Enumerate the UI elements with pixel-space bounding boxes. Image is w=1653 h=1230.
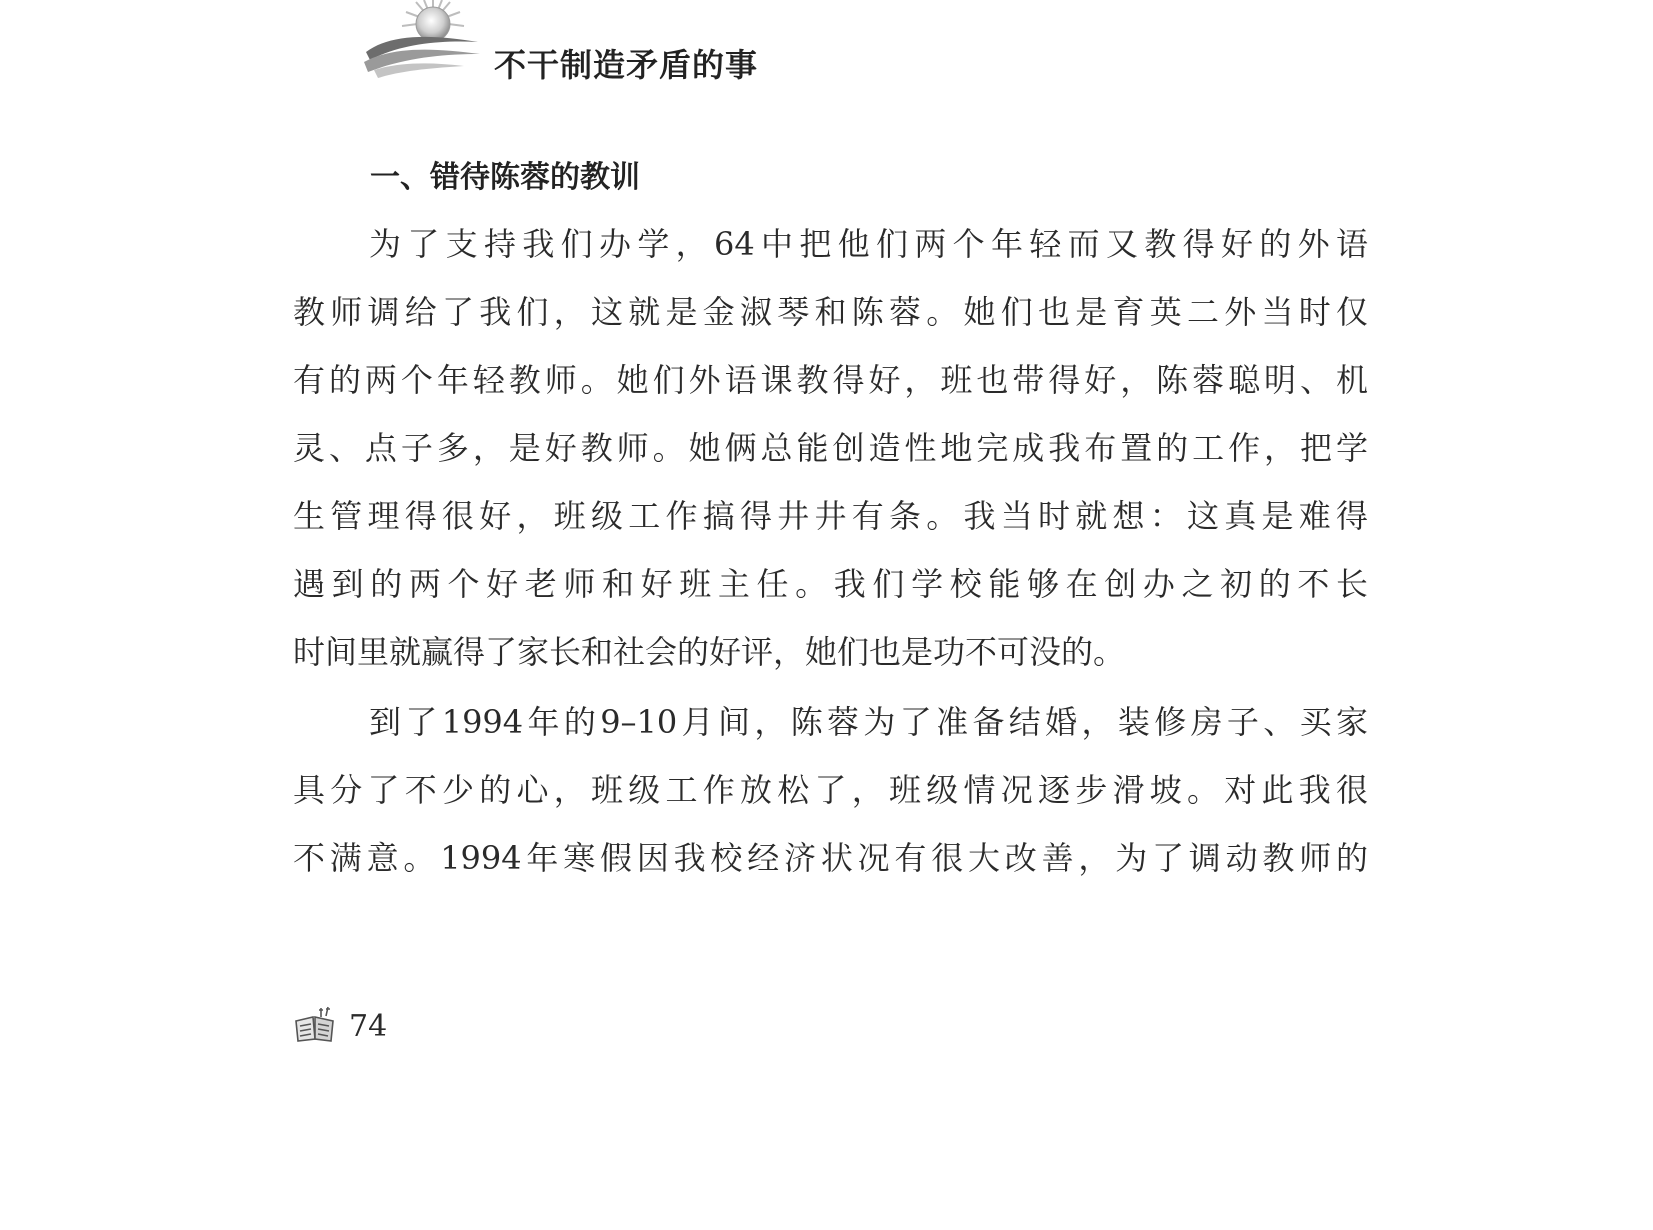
paragraph-line: 生管理得很好，班级工作搞得井井有条。我当时就想：这真是难得 xyxy=(293,497,1368,535)
page-number: 74 xyxy=(349,1009,388,1044)
section-heading: 一、错待陈蓉的教训 xyxy=(370,160,640,195)
paragraph-line: 不满意。1994年寒假因我校经济状况有很大改善，为了调动教师的 xyxy=(293,839,1368,877)
page-footer xyxy=(293,1005,453,1045)
page-header xyxy=(360,0,880,100)
sun-wave-logo-icon xyxy=(360,0,490,90)
paragraph-line: 具分了不少的心，班级工作放松了，班级情况逐步滑坡。对此我很 xyxy=(293,771,1368,809)
paragraph-line: 遇到的两个好老师和好班主任。我们学校能够在创办之初的不长 xyxy=(293,565,1368,603)
page-header-title: 不干制造矛盾的事 xyxy=(494,46,759,84)
paragraph-line: 灵、点子多，是好教师。她俩总能创造性地完成我布置的工作，把学 xyxy=(293,429,1368,467)
paragraph-line: 为了支持我们办学，64中把他们两个年轻而又教得好的外语 xyxy=(369,225,1368,263)
paragraph-line: 到了1994年的9–10月间，陈蓉为了准备结婚，装修房子、买家 xyxy=(369,703,1368,741)
paragraph-line: 教师调给了我们，这就是金淑琴和陈蓉。她们也是育英二外当时仅 xyxy=(293,293,1368,331)
book-icon xyxy=(293,1005,337,1045)
paragraph-line: 有的两个年轻教师。她们外语课教得好，班也带得好，陈蓉聪明、机 xyxy=(293,361,1368,399)
paragraph-line: 时间里就赢得了家长和社会的好评，她们也是功不可没的。 xyxy=(293,633,1126,671)
